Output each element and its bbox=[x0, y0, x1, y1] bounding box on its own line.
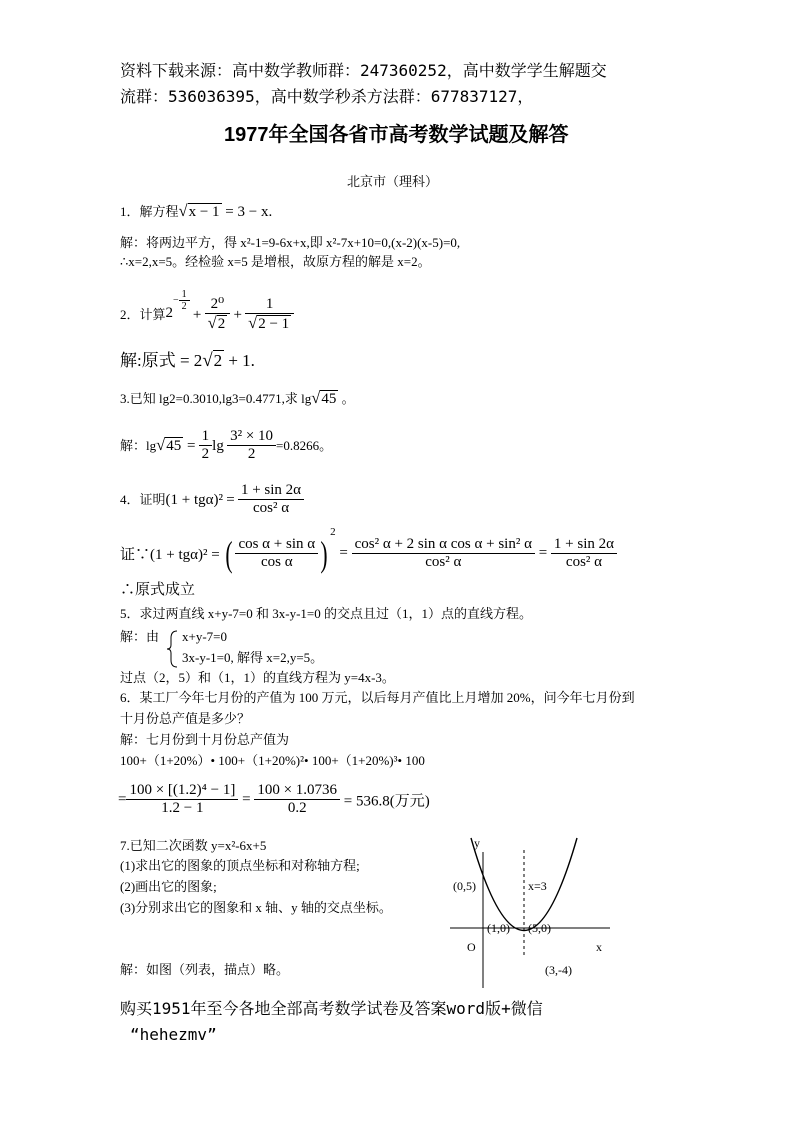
vertex-label: (3,-4) bbox=[545, 963, 572, 977]
q3-half-den: 2 bbox=[201, 446, 210, 463]
q3-label: 3.已知 lg2=0.3010,lg3=0.4771,求 lg bbox=[120, 391, 312, 406]
q2-exp-num: 1 bbox=[179, 289, 190, 302]
q6-f2-num: 100 × 1.0736 bbox=[254, 782, 340, 800]
q4-p3-num: 1 + sin 2α bbox=[551, 536, 617, 554]
q3-solution: 解：lg√45 = $\frac{1}{2}$ lg $\frac{\text{3² × 10}}{2}$ =0.8266。 bbox=[120, 428, 333, 463]
footer-line-2: “hehezmv” bbox=[130, 1025, 217, 1044]
q2-answer-radicand: 2 bbox=[213, 351, 223, 370]
q4-p1-exp: 2 bbox=[330, 526, 336, 538]
question-6-line-2: 十月份总产值是多少？ bbox=[120, 711, 251, 726]
q4-p1-den: cos α bbox=[260, 554, 293, 571]
q2-plus-1: + bbox=[192, 306, 202, 323]
question-7: 7.已知二次函数 y=x²-6x+5 bbox=[120, 838, 267, 853]
q2-frac2-num: 1 bbox=[245, 296, 294, 314]
q3-sol-eq: = bbox=[186, 438, 196, 455]
origin-label: O bbox=[467, 940, 476, 954]
q3-sol-radicand: 45 bbox=[166, 438, 182, 455]
q4-eq: = bbox=[226, 491, 235, 508]
section-subtitle: 北京市（理科） bbox=[347, 174, 439, 189]
q6-computation bbox=[118, 782, 430, 818]
x-axis-label: x bbox=[596, 940, 602, 954]
q4-eq-2: = bbox=[339, 545, 348, 562]
q2-frac1-num: 2⁰ bbox=[205, 296, 231, 314]
q4-p1-num: cos α + sin α bbox=[235, 536, 318, 554]
symmetry-axis-label: x=3 bbox=[528, 879, 547, 893]
q2-exp-sign: − bbox=[173, 295, 179, 307]
q2-answer-tail: + 1. bbox=[228, 351, 255, 370]
q3-result: =0.8266。 bbox=[276, 437, 333, 453]
q6-f2-den: 0.2 bbox=[287, 800, 307, 817]
question-6-line-1: 6．某工厂今年七月份的产值为 100 万元，以后每月产值比上月增加 20%，问今年七月份到 bbox=[120, 690, 635, 705]
q1-solution-line-2: ∴x=2,x=5。经检验 x=5 是增根，故原方程的解是 x=2。 bbox=[120, 254, 431, 269]
q6-eq: = bbox=[118, 791, 127, 808]
q4-p2-num: cos² α + 2 sin α cos α + sin² α bbox=[352, 536, 535, 554]
q2-exp-den: 2 bbox=[181, 301, 187, 313]
q1-solution-line-1: 解：将两边平方，得 x²-1=9-6x+x,即 x²-7x+10=0,(x-2)(x-5)=0, bbox=[120, 235, 461, 250]
q2-frac1-den: 2 bbox=[217, 316, 226, 333]
q4-p2-den: cos² α bbox=[425, 554, 462, 571]
y-axis-label: y bbox=[474, 836, 480, 850]
q2-plus-2: + bbox=[233, 306, 242, 323]
question-4 bbox=[120, 482, 304, 518]
q7-part-1: (1)求出它的图象的顶点坐标和对称轴方程; bbox=[120, 858, 360, 873]
header-line-2: 流群：536036395，高中数学秒杀方法群：677837127， bbox=[120, 87, 534, 106]
q7-part-2: (2)画出它的图象; bbox=[120, 879, 217, 894]
q6-f1-num: 100 × [(1.2)⁴ − 1] bbox=[126, 782, 238, 800]
q2-label: 2．计算 bbox=[120, 306, 166, 322]
q6-result: = 536.8(万元) bbox=[343, 793, 430, 810]
q2-base: 2 bbox=[165, 305, 174, 322]
system-brace bbox=[166, 630, 180, 668]
footer-line-1: 购买1951年至今各地全部高考数学试卷及答案word版+微信 bbox=[120, 999, 543, 1018]
q4-proof: 证∵(1 + tgα)² = ( $\frac{\text{cos α + sin α}}{\text{cos α}}$ )$^2$ = $\frac{\text{cos² α + 2 sin α cos α + sin² α}}{\text{cos² α}}$ = $\frac{1 + \sin 2\alpha}{\text{cos² α}}$ bbox=[120, 526, 617, 572]
header-line-1: 资料下载来源：高中数学教师群：247360252，高中数学学生解题交 bbox=[120, 61, 607, 80]
page-title: 1977年全国各省市高考数学试题及解答 bbox=[224, 124, 569, 146]
q3-end: 。 bbox=[341, 391, 355, 406]
question-1: 1．解方程√x − 1 = 3 − x. bbox=[120, 201, 273, 220]
q3-frac-den: 2 bbox=[247, 446, 256, 463]
q2-answer: 解:原式 = 2√2 + 1. bbox=[120, 350, 255, 371]
parabola-graph bbox=[440, 830, 620, 990]
q3-radicand: 45 bbox=[321, 391, 337, 407]
q4-proof-prefix: 证∵(1 + tgα)² = bbox=[120, 547, 220, 564]
q4-p3-den: cos² α bbox=[565, 554, 603, 571]
q3-half-num: 1 bbox=[199, 428, 213, 446]
q2-frac2-den: 2 − 1 bbox=[258, 316, 290, 333]
question-5: 5．求过两直线 x+y-7=0 和 3x-y-1=0 的交点且过（1，1）点的直线方程。 bbox=[120, 606, 532, 621]
q4-lhs: (1 + tgα)² bbox=[165, 491, 223, 508]
q4-conclusion: ∴原式成立 bbox=[120, 582, 196, 598]
q1-radicand: x − 1 bbox=[188, 204, 220, 220]
q3-lg: lg bbox=[212, 437, 224, 454]
question-3: 3.已知 lg2=0.3010,lg3=0.4771,求 lg√45 。 bbox=[120, 388, 355, 407]
q5-sol-prefix: 解：由 bbox=[120, 629, 160, 644]
q4-rhs-num: 1 + sin 2α bbox=[238, 482, 304, 500]
q6-solution-line-1: 解：七月份到十月份总产值为 bbox=[120, 732, 290, 747]
root-1-label: (1,0) bbox=[487, 921, 510, 935]
q4-label: 4．证明 bbox=[120, 491, 166, 507]
q6-f1-den: 1.2 − 1 bbox=[161, 800, 204, 817]
q5-conclusion: 过点（2，5）和（1，1）的直线方程为 y=4x-3。 bbox=[120, 670, 395, 685]
q5-equation-1: x+y-7=0 bbox=[182, 629, 227, 644]
q2-answer-prefix: 解:原式 = 2 bbox=[120, 351, 203, 370]
q6-eq-2: = bbox=[242, 791, 251, 808]
q1-rhs: = 3 − x. bbox=[225, 204, 273, 220]
q7-solution: 解：如图（列表，描点）略。 bbox=[120, 962, 290, 977]
q3-frac-num: 3² × 10 bbox=[227, 428, 276, 446]
q4-rhs-den: cos² α bbox=[252, 500, 290, 517]
q5-equation-2: 3x-y-1=0, 解得 x=2,y=5。 bbox=[182, 650, 324, 665]
q6-solution-line-2: 100+（1+20%）• 100+（1+20%)²• 100+（1+20%)³• 100 bbox=[120, 753, 425, 768]
q3-sol-prefix: 解：lg bbox=[120, 437, 157, 453]
q7-part-3: (3)分别求出它的图象和 x 轴、y 轴的交点坐标。 bbox=[120, 900, 392, 915]
q4-eq-3: = bbox=[538, 545, 548, 562]
q1-label: 1．解方程 bbox=[120, 204, 179, 219]
y-intercept-label: (0,5) bbox=[453, 879, 476, 893]
root-2-label: (5,0) bbox=[528, 921, 551, 935]
question-2: 2．计算$2^{- \frac{1}{2}}$ + $\frac{\text{2⁰}}{√2}$ + $\frac{1}{√2 - 1}$ bbox=[120, 296, 294, 334]
